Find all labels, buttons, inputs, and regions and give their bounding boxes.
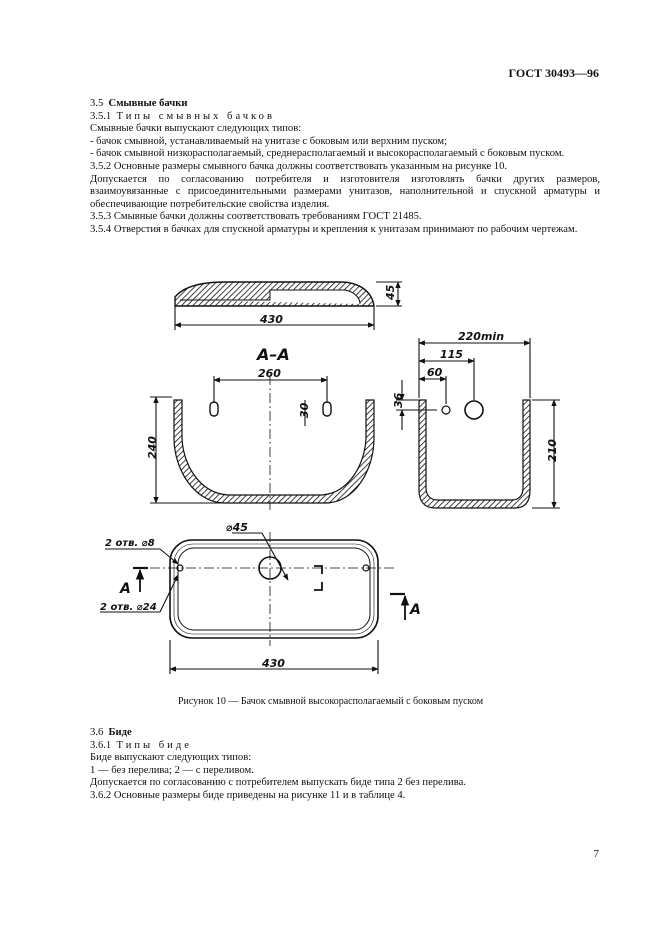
paragraph: Биде выпускают следующих типов: xyxy=(90,752,252,764)
section-3-6 xyxy=(90,727,600,803)
paragraph: 3.5.2 Основные размеры смывного бачка должны соответствовать указанным на рисунке 10. xyxy=(90,160,508,172)
paragraph: 3.5.4 Отверстия в бачках для спускной арматуры и крепления к унитазам принимают по рабочим чертежам. xyxy=(90,223,578,235)
dim-holes-d8: 2 отв. ⌀8 xyxy=(105,538,155,549)
clause-title: Типы биде xyxy=(116,739,192,751)
dim-side-36: 36 xyxy=(392,392,405,408)
section-title: Биде xyxy=(108,727,132,738)
section-number: 3.5 xyxy=(90,98,104,109)
paragraph: 3.5.3 Смывные бачки должны соответствовать требованиям ГОСТ 21485. xyxy=(90,211,422,223)
figure-caption: Рисунок 10 — Бачок смывной высокорасполагаемый с боковым пуском xyxy=(177,696,484,707)
list-item: - бачок смывной низкорасполагаемый, среднерасполагаемый и высокорасполагаемый с боковым пуском. xyxy=(90,148,565,160)
dim-lid-height: 45 xyxy=(384,284,397,300)
paragraph: 3.6.2 Основные размеры биде приведены на рисунке 11 и в таблице 4. xyxy=(90,789,406,801)
paragraph: Смывные бачки выпускают следующих типов: xyxy=(90,123,302,135)
side-view xyxy=(396,338,560,508)
standard-header: ГОСТ 30493—96 xyxy=(508,66,599,80)
dim-holes-d24: 2 отв. ⌀24 xyxy=(100,602,157,613)
section-3-5 xyxy=(90,98,600,237)
section-a-a-view xyxy=(150,375,374,510)
view-label-left: А xyxy=(120,581,131,597)
figure-10-drawing xyxy=(0,270,661,690)
section-title: Смывные бачки xyxy=(108,98,188,109)
dim-hole-offset: 30 xyxy=(298,402,311,418)
section-number: 3.6 xyxy=(90,727,104,738)
clause-number: 3.6.1 xyxy=(90,739,112,751)
paragraph: Допускается по согласованию потребителя и изготовителя изготовлять бачки других размеров, взаимоувязанные с присоединительными размерами унитазов, наполнительной и спускной арматуры и обеспечивающие потребительские свойства изделия. xyxy=(90,173,600,210)
dim-hole-d45: ⌀45 xyxy=(226,521,248,534)
clause-number: 3.5.1 xyxy=(90,110,112,122)
paragraph: 1 — без перелива; 2 — с переливом. xyxy=(90,764,254,776)
paragraph: Допускается по согласованию с потребителем выпускать биде типа 2 без перелива. xyxy=(90,777,466,789)
dim-holes-spacing: 260 xyxy=(258,367,281,380)
section-label: А–А xyxy=(257,345,290,364)
lid-view xyxy=(175,282,402,330)
dim-height: 240 xyxy=(146,436,159,459)
dim-depth-115: 115 xyxy=(440,348,463,361)
dim-plan-length: 430 xyxy=(262,657,285,670)
dim-depth-60: 60 xyxy=(427,366,443,379)
dim-depth-top: 220min xyxy=(458,330,505,343)
list-item: - бачок смывной, устанавливаемый на унитазе с боковым или верхним пуском; xyxy=(90,135,448,147)
dim-lid-length: 430 xyxy=(260,313,283,326)
clause-title: Типы смывных бачков xyxy=(116,110,275,122)
view-label-right: А xyxy=(410,602,421,618)
page-number: 7 xyxy=(593,848,599,860)
dim-side-210: 210 xyxy=(546,439,559,462)
